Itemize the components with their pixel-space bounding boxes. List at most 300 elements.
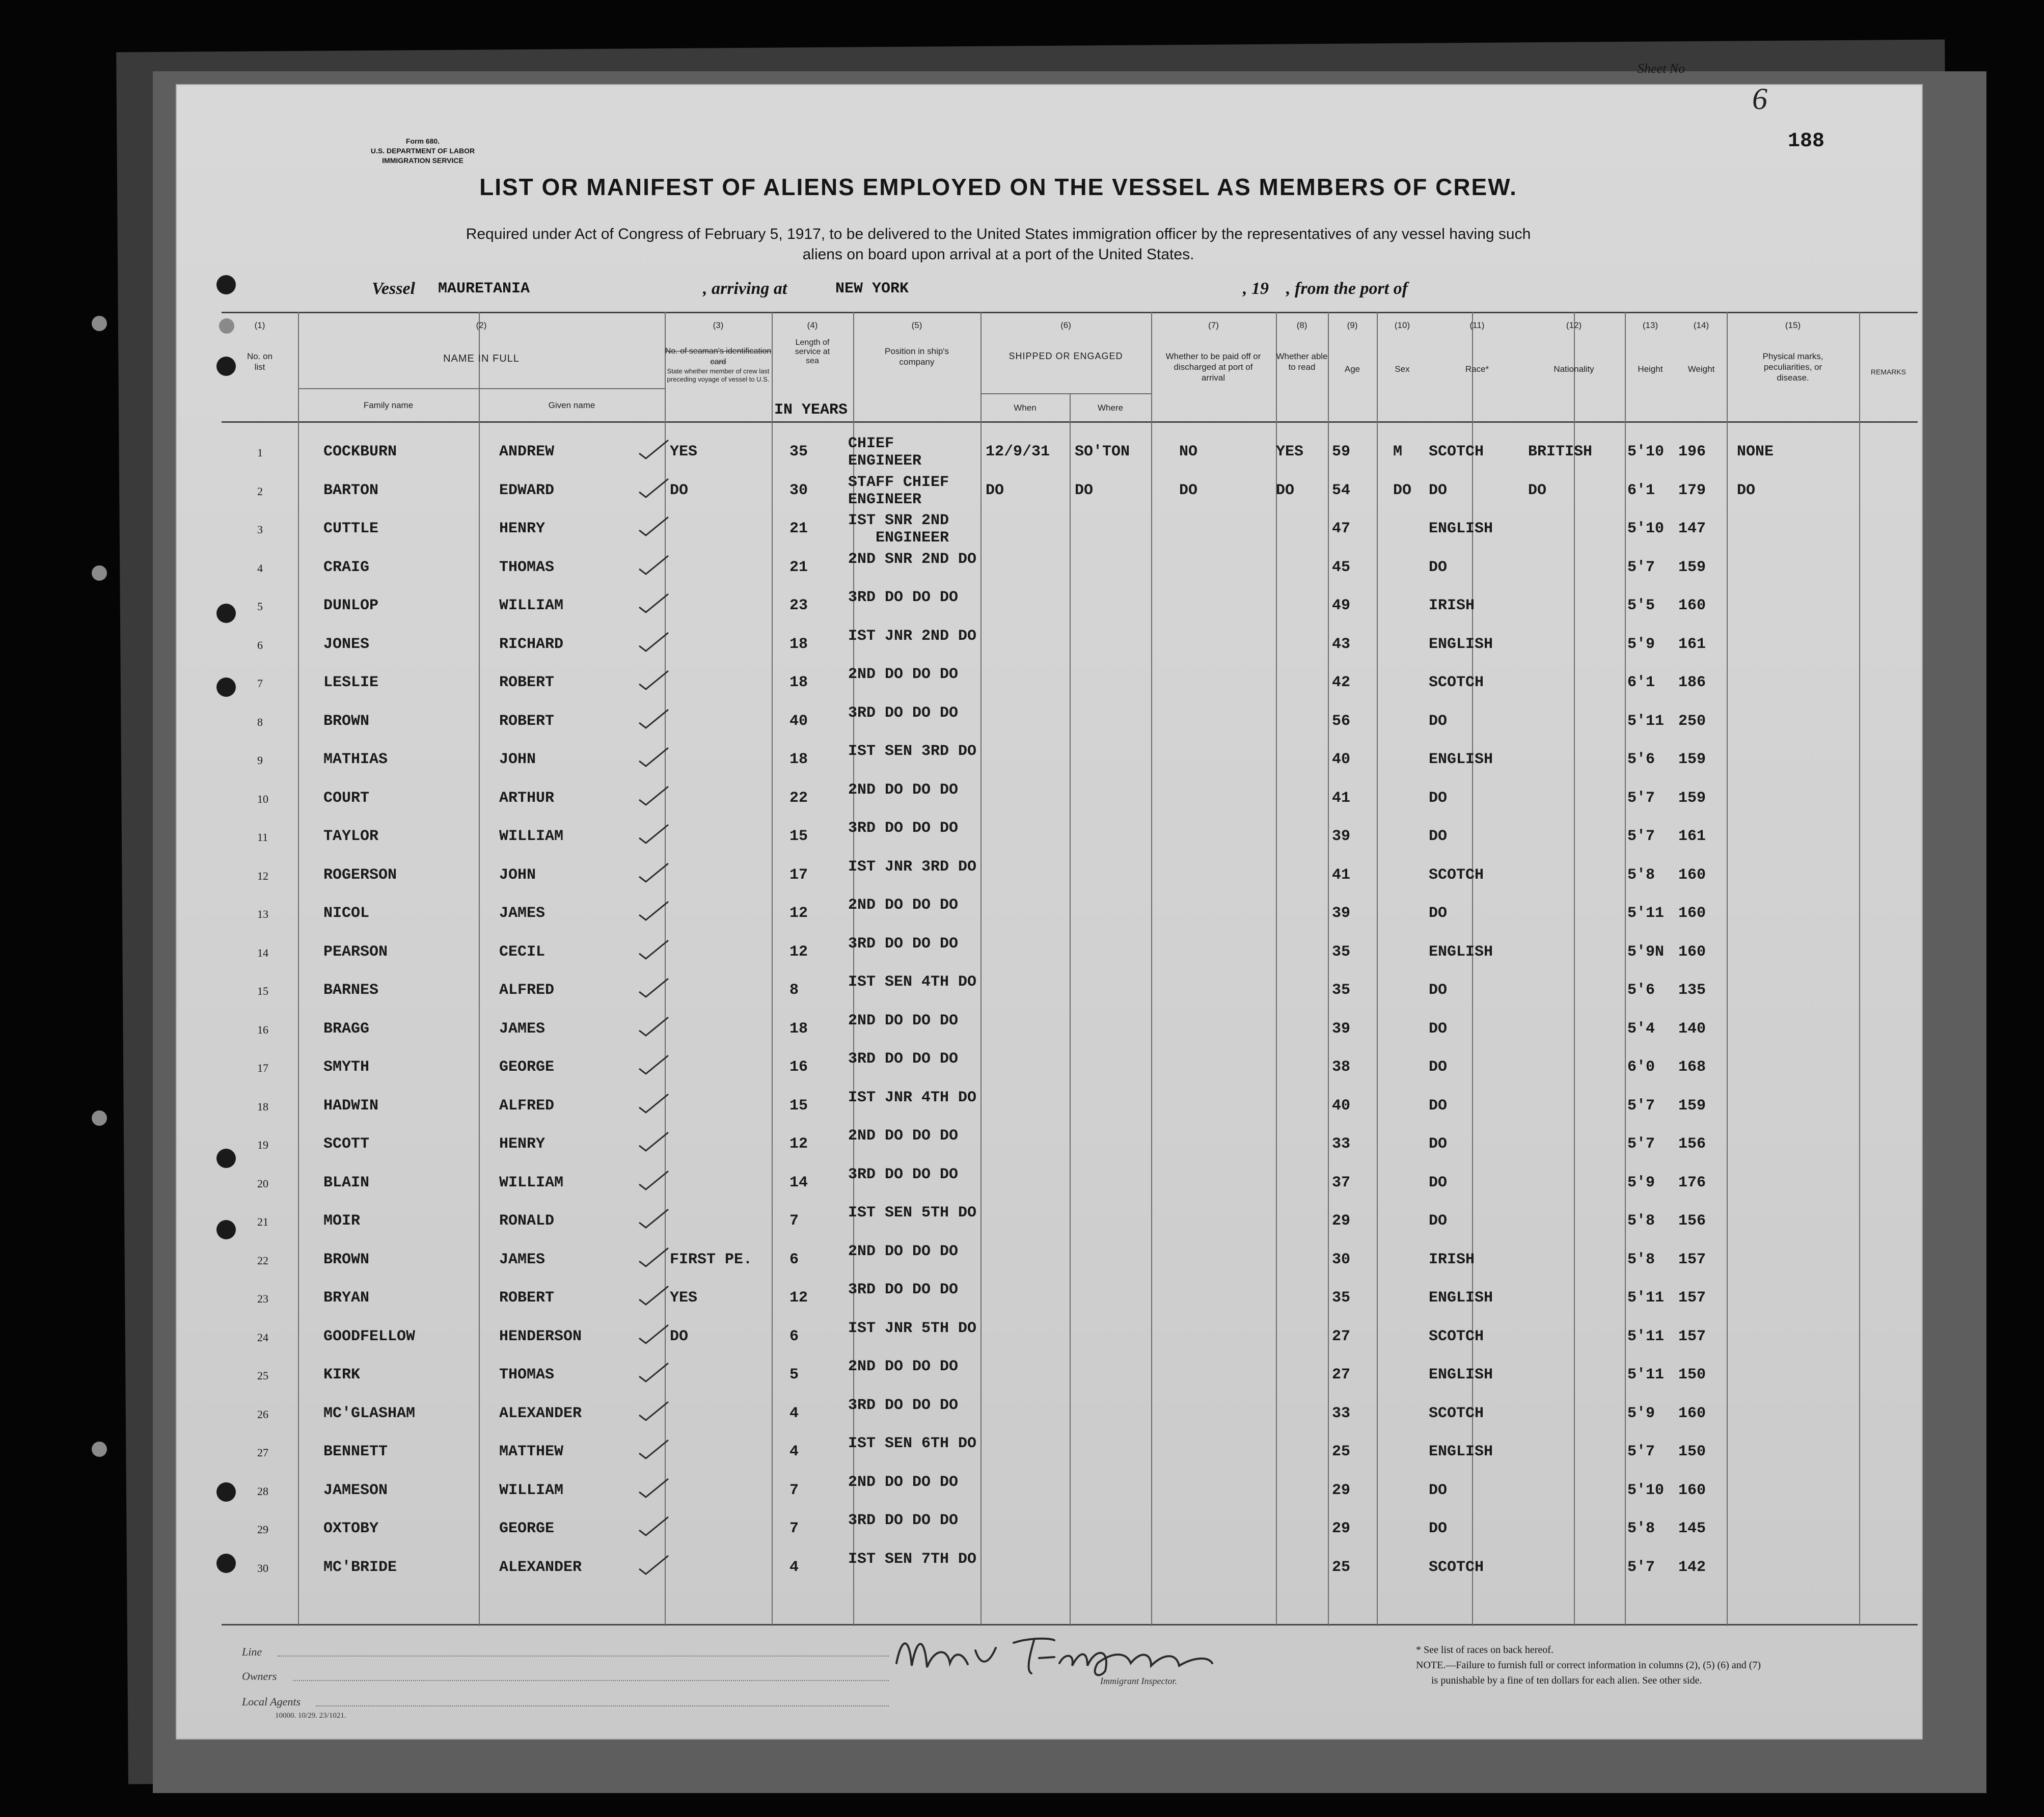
check-mark-icon — [637, 939, 672, 961]
col-number: (7) — [1208, 320, 1219, 330]
row-number: 30 — [257, 1561, 268, 1575]
weight: 196 — [1678, 443, 1706, 460]
crew-last-voyage: YES — [670, 443, 698, 460]
col-label-crew-last: State whether member of crew last preceding voyage of vessel to U.S. — [667, 367, 770, 383]
col-label-seaman-card: No. of seaman's identification card — [665, 347, 772, 366]
able-to-read: YES — [1276, 443, 1304, 460]
weight: 135 — [1678, 982, 1706, 999]
age: 38 — [1332, 1059, 1351, 1076]
weight: 156 — [1678, 1212, 1706, 1230]
year-label: , 19 — [1243, 279, 1269, 298]
race: SCOTCH — [1429, 1327, 1484, 1345]
col-number: (9) — [1347, 320, 1358, 330]
in-years-label: IN YEARS — [774, 401, 848, 419]
table-row — [222, 1435, 1918, 1481]
height: 5'7 — [1627, 828, 1655, 845]
check-mark-icon — [637, 901, 672, 922]
years-at-sea: 15 — [789, 828, 808, 845]
given-name: EDWARD — [499, 481, 555, 499]
race: SCOTCH — [1429, 1404, 1484, 1422]
race: DO — [1429, 1135, 1448, 1153]
check-mark-icon — [637, 1016, 672, 1038]
footer-rule — [293, 1680, 889, 1681]
given-name: JOHN — [499, 751, 536, 768]
age: 35 — [1332, 982, 1351, 999]
age: 39 — [1332, 1020, 1351, 1038]
weight: 142 — [1678, 1558, 1706, 1576]
position: 2ND DO DO DO — [848, 1358, 959, 1375]
years-at-sea: 15 — [789, 1097, 808, 1115]
row-number: 14 — [257, 946, 268, 959]
row-number: 13 — [257, 908, 268, 920]
given-name: JOHN — [499, 866, 536, 884]
height: 5'7 — [1627, 558, 1655, 576]
table-top-rule — [222, 312, 1918, 313]
col-label-race: Race* — [1465, 364, 1489, 374]
weight: 160 — [1678, 1481, 1706, 1499]
position: 2ND DO DO DO — [848, 1473, 959, 1491]
crew-last-voyage: DO — [670, 481, 689, 499]
position: 3RD DO DO DO — [848, 1165, 959, 1183]
col-number: (6) — [1060, 320, 1071, 330]
row-number: 1 — [257, 446, 263, 459]
page-title: LIST OR MANIFEST OF ALIENS EMPLOYED ON THE VESSEL AS MEMBERS OF CREW. — [479, 174, 1517, 200]
height: 5'7 — [1627, 789, 1655, 807]
height: 5'7 — [1627, 1135, 1655, 1153]
height: 5'11 — [1627, 1289, 1665, 1307]
col-label-family-name: Family name — [363, 400, 414, 410]
table-row — [222, 1165, 1918, 1212]
family-name: CUTTLE — [323, 520, 379, 537]
table-row — [222, 1127, 1918, 1173]
vessel-name: MAURETANIA — [438, 280, 530, 297]
vessel-label: Vessel — [372, 279, 415, 298]
race: SCOTCH — [1429, 443, 1484, 460]
table-row — [222, 1012, 1918, 1058]
col-label-when: When — [1014, 403, 1037, 413]
page-subtitle — [285, 224, 1711, 265]
note-line-2: is punishable by a fine of ten dollars for each alien. See other side. — [1431, 1675, 1702, 1686]
weight: 159 — [1678, 751, 1706, 768]
table-row — [222, 666, 1918, 712]
years-at-sea: 7 — [789, 1481, 799, 1499]
age: 35 — [1332, 1289, 1351, 1307]
table-row — [222, 1512, 1918, 1558]
family-name: MATHIAS — [323, 751, 388, 768]
family-name: HADWIN — [323, 1097, 379, 1115]
form-number: Form 680. — [405, 137, 440, 145]
col-number: (10) — [1394, 320, 1410, 330]
family-name: JONES — [323, 635, 370, 653]
height: 5'10 — [1627, 443, 1665, 460]
table-row — [222, 820, 1918, 865]
given-name: WILLIAM — [499, 1481, 564, 1499]
col-label-physical: Physical marks, peculiarities, or disease. — [1762, 351, 1823, 383]
age: 35 — [1332, 943, 1351, 961]
col-number: (11) — [1469, 320, 1485, 330]
race: DO — [1429, 1020, 1448, 1038]
family-name: BRYAN — [323, 1289, 370, 1307]
row-number: 10 — [257, 792, 268, 805]
row-number: 20 — [257, 1177, 268, 1190]
family-name: MC'GLASHAM — [323, 1404, 416, 1422]
check-mark-icon — [637, 1054, 672, 1076]
family-name: BARTON — [323, 481, 379, 499]
col-label-remarks: REMARKS — [1870, 368, 1906, 376]
col-number: (12) — [1566, 320, 1582, 330]
years-at-sea: 18 — [789, 1020, 808, 1038]
years-at-sea: 7 — [789, 1520, 799, 1537]
sex: DO — [1393, 481, 1412, 499]
col-label-shipped: SHIPPED OR ENGAGED — [1009, 351, 1123, 361]
weight: 250 — [1678, 712, 1706, 730]
footer-rule — [278, 1656, 889, 1657]
col-header-4 — [772, 320, 853, 366]
position: IST SEN 4TH DO — [848, 973, 977, 991]
table-row — [222, 704, 1918, 750]
given-name: HENRY — [499, 520, 546, 537]
table-row — [222, 1358, 1918, 1404]
check-mark-icon — [637, 593, 672, 614]
table-row — [222, 550, 1918, 596]
race: IRISH — [1429, 597, 1475, 614]
table-row — [222, 1204, 1918, 1250]
age: 47 — [1332, 520, 1351, 537]
height: 5'7 — [1627, 1097, 1655, 1115]
age: 29 — [1332, 1520, 1351, 1537]
years-at-sea: 18 — [789, 674, 808, 691]
race: ENGLISH — [1429, 751, 1493, 768]
check-mark-icon — [637, 785, 672, 807]
position: CHIEF ENGINEER — [848, 435, 922, 470]
col-label-where: Where — [1097, 403, 1124, 413]
weight: 159 — [1678, 558, 1706, 576]
from-port-label: , from the port of — [1286, 279, 1408, 298]
crew-last-voyage: YES — [670, 1289, 698, 1307]
weight: 161 — [1678, 635, 1706, 653]
height: 5'8 — [1627, 1520, 1655, 1537]
height: 5'10 — [1627, 1481, 1665, 1499]
race: DO — [1429, 1481, 1448, 1499]
col-label-sex: Sex — [1395, 364, 1410, 374]
family-name: CRAIG — [323, 558, 370, 576]
given-name: ALFRED — [499, 1097, 555, 1115]
race: ENGLISH — [1429, 520, 1493, 537]
paid-off: DO — [1179, 481, 1198, 499]
row-number: 12 — [257, 869, 268, 882]
height: 5'10 — [1627, 520, 1665, 537]
years-at-sea: 22 — [789, 789, 808, 807]
years-at-sea: 12 — [789, 1135, 808, 1153]
family-name: JAMESON — [323, 1481, 388, 1499]
race: DO — [1429, 558, 1448, 576]
check-mark-icon — [637, 978, 672, 999]
table-row — [222, 1396, 1918, 1443]
years-at-sea: 6 — [789, 1251, 799, 1268]
table-row — [222, 1089, 1918, 1135]
table-row — [222, 897, 1918, 942]
age: 25 — [1332, 1558, 1351, 1576]
crew-last-voyage: DO — [670, 1327, 689, 1345]
race: DO — [1429, 1059, 1448, 1076]
table-row — [222, 435, 1918, 481]
position: 3RD DO DO DO — [848, 935, 959, 953]
shipped-when: 12/9/31 — [986, 443, 1050, 460]
row-number: 17 — [257, 1062, 268, 1074]
years-at-sea: 12 — [789, 905, 808, 922]
family-name: MOIR — [323, 1212, 361, 1230]
years-at-sea: 12 — [789, 1289, 808, 1307]
col-label-height: Height — [1638, 364, 1663, 374]
age: 25 — [1332, 1443, 1351, 1460]
check-mark-icon — [637, 1362, 672, 1384]
weight: 150 — [1678, 1366, 1706, 1384]
age: 41 — [1332, 866, 1351, 884]
years-at-sea: 4 — [789, 1558, 799, 1576]
given-name: CECIL — [499, 943, 546, 961]
height: 5'9 — [1627, 1174, 1655, 1191]
col-header-1 — [222, 320, 298, 372]
height: 5'7 — [1627, 1443, 1655, 1460]
row-number: 6 — [257, 638, 263, 652]
height: 6'1 — [1627, 674, 1655, 691]
weight: 160 — [1678, 866, 1706, 884]
given-name: HENDERSON — [499, 1327, 582, 1345]
binder-hole — [216, 275, 236, 294]
table-row — [222, 1550, 1918, 1596]
weight: 150 — [1678, 1443, 1706, 1460]
check-mark-icon — [637, 747, 672, 768]
race: ENGLISH — [1429, 1366, 1493, 1384]
family-name: SMYTH — [323, 1059, 370, 1076]
col-header-5 — [853, 320, 980, 367]
family-name: TAYLOR — [323, 828, 379, 845]
family-name: DUNLOP — [323, 597, 379, 614]
given-name: GEORGE — [499, 1059, 555, 1076]
check-mark-icon — [637, 1324, 672, 1345]
col-number: (5) — [911, 320, 922, 330]
page-number: 188 — [1788, 130, 1825, 153]
col-number: (8) — [1296, 320, 1307, 330]
race: IRISH — [1429, 1251, 1475, 1268]
check-mark-icon — [637, 516, 672, 537]
table-row — [222, 589, 1918, 635]
col-label-weight: Weight — [1687, 364, 1715, 374]
weight: 147 — [1678, 520, 1706, 537]
race: ENGLISH — [1429, 635, 1493, 653]
col-label-nationality: Nationality — [1554, 364, 1594, 374]
weight: 160 — [1678, 597, 1706, 614]
position: 2ND DO DO DO — [848, 1012, 959, 1029]
weight: 176 — [1678, 1174, 1706, 1191]
department-name: U.S. DEPARTMENT OF LABOR — [370, 147, 475, 155]
shipped-where: DO — [1075, 481, 1094, 499]
height: 5'4 — [1627, 1020, 1655, 1038]
row-number: 16 — [257, 1023, 268, 1036]
arriving-label: , arriving at — [703, 279, 787, 298]
given-name: ALEXANDER — [499, 1404, 582, 1422]
table-row — [222, 512, 1918, 558]
family-name: BENNETT — [323, 1443, 388, 1460]
years-at-sea: 7 — [789, 1212, 799, 1230]
height: 5'8 — [1627, 866, 1655, 884]
binder-hole — [92, 565, 107, 581]
position: 2ND DO DO DO — [848, 666, 959, 683]
given-name: THOMAS — [499, 1366, 555, 1384]
check-mark-icon — [637, 1208, 672, 1230]
position: 3RD DO DO DO — [848, 820, 959, 837]
age: 30 — [1332, 1251, 1351, 1268]
age: 27 — [1332, 1366, 1351, 1384]
col-header-14 — [1676, 320, 1727, 374]
race: ENGLISH — [1429, 1443, 1493, 1460]
race-note: * See list of races on back hereof. — [1416, 1644, 1554, 1656]
years-at-sea: 5 — [789, 1366, 799, 1384]
age: 56 — [1332, 712, 1351, 730]
col-label-given-name: Given name — [548, 400, 595, 410]
table-row — [222, 973, 1918, 1019]
race: DO — [1429, 905, 1448, 922]
position: IST JNR 2ND DO — [848, 627, 977, 645]
col-number: (14) — [1693, 320, 1709, 330]
weight: 140 — [1678, 1020, 1706, 1038]
years-at-sea: 14 — [789, 1174, 808, 1191]
family-name: PEARSON — [323, 943, 388, 961]
weight: 159 — [1678, 789, 1706, 807]
age: 59 — [1332, 443, 1351, 460]
col-header-7 — [1151, 320, 1276, 383]
family-name: BROWN — [323, 712, 370, 730]
years-at-sea: 6 — [789, 1327, 799, 1345]
years-at-sea: 21 — [789, 558, 808, 576]
table-row — [222, 781, 1918, 827]
col-label-age: Age — [1344, 364, 1360, 374]
years-at-sea: 18 — [789, 751, 808, 768]
height: 5'11 — [1627, 1366, 1665, 1384]
family-name: BRAGG — [323, 1020, 370, 1038]
shipped-where: SO'TON — [1075, 443, 1130, 460]
age: 29 — [1332, 1481, 1351, 1499]
family-name: BLAIN — [323, 1174, 370, 1191]
position: IST SEN 5TH DO — [848, 1204, 977, 1222]
check-mark-icon — [637, 439, 672, 460]
race: SCOTCH — [1429, 674, 1484, 691]
col-header-9 — [1328, 320, 1377, 374]
position: IST JNR 4TH DO — [848, 1089, 977, 1106]
row-number: 18 — [257, 1100, 268, 1113]
footer-rule — [316, 1705, 889, 1706]
age: 33 — [1332, 1404, 1351, 1422]
col-header-15 — [1727, 320, 1859, 383]
shipped-when: DO — [986, 481, 1004, 499]
nationality: BRITISH — [1528, 443, 1593, 460]
given-name: ROBERT — [499, 1289, 555, 1307]
position: 3RD DO DO DO — [848, 1281, 959, 1298]
race: DO — [1429, 789, 1448, 807]
row-number: 8 — [257, 715, 263, 728]
col-number: (2) — [476, 320, 487, 330]
given-name: MATTHEW — [499, 1443, 564, 1460]
row-number: 7 — [257, 677, 263, 690]
table-row — [222, 473, 1918, 520]
weight: 160 — [1678, 943, 1706, 961]
col-label-length-service: Length of service at sea — [795, 338, 830, 365]
given-name: ALFRED — [499, 982, 555, 999]
inspector-label: Immigrant Inspector. — [1100, 1676, 1177, 1686]
check-mark-icon — [637, 1285, 672, 1307]
height: 5'5 — [1627, 597, 1655, 614]
position: 2ND SNR 2ND DO — [848, 550, 977, 568]
race: DO — [1429, 1212, 1448, 1230]
table-row — [222, 1281, 1918, 1327]
age: 29 — [1332, 1212, 1351, 1230]
family-name: COURT — [323, 789, 370, 807]
check-mark-icon — [637, 1131, 672, 1153]
family-name: MC'BRIDE — [323, 1558, 397, 1576]
years-at-sea: 35 — [789, 443, 808, 460]
check-mark-icon — [637, 1478, 672, 1499]
position: IST SEN 6TH DO — [848, 1435, 977, 1452]
weight: 159 — [1678, 1097, 1706, 1115]
position: IST SNR 2ND ENGINEER — [848, 512, 949, 547]
years-at-sea: 23 — [789, 597, 808, 614]
weight: 157 — [1678, 1251, 1706, 1268]
sex: M — [1393, 443, 1403, 460]
family-name: OXTOBY — [323, 1520, 379, 1537]
binder-hole — [92, 316, 107, 331]
col-header-11 — [1431, 320, 1523, 374]
able-to-read: DO — [1276, 481, 1295, 499]
age: 54 — [1332, 481, 1351, 499]
given-name: RICHARD — [499, 635, 564, 653]
given-name: THOMAS — [499, 558, 555, 576]
height: 6'1 — [1627, 481, 1655, 499]
race: ENGLISH — [1429, 943, 1493, 961]
physical-marks: NONE — [1737, 443, 1774, 460]
check-mark-icon — [637, 670, 672, 691]
col-header-12 — [1523, 320, 1625, 374]
family-name: BROWN — [323, 1251, 370, 1268]
age: 37 — [1332, 1174, 1351, 1191]
race: SCOTCH — [1429, 1558, 1484, 1576]
years-at-sea: 16 — [789, 1059, 808, 1076]
col-number: (15) — [1785, 320, 1801, 330]
name-subheader-rule — [298, 388, 665, 389]
row-number: 28 — [257, 1484, 268, 1498]
years-at-sea: 30 — [789, 481, 808, 499]
given-name: ROBERT — [499, 712, 555, 730]
check-mark-icon — [637, 862, 672, 884]
col-header-13 — [1625, 320, 1676, 374]
weight: 145 — [1678, 1520, 1706, 1537]
col-number: (4) — [807, 320, 818, 330]
age: 41 — [1332, 789, 1351, 807]
col-number: (13) — [1642, 320, 1658, 330]
weight: 161 — [1678, 828, 1706, 845]
years-at-sea: 4 — [789, 1404, 799, 1422]
row-number: 4 — [257, 561, 263, 575]
position: 3RD DO DO DO — [848, 704, 959, 722]
col-header-3 — [665, 320, 772, 384]
given-name: WILLIAM — [499, 828, 564, 845]
binder-hole — [92, 1442, 107, 1457]
given-name: JAMES — [499, 1020, 546, 1038]
row-number: 5 — [257, 600, 263, 613]
sheet-number-value: 6 — [1752, 82, 1767, 116]
position: IST SEN 3RD DO — [848, 743, 977, 760]
col-header-2 — [298, 320, 665, 364]
weight: 160 — [1678, 905, 1706, 922]
